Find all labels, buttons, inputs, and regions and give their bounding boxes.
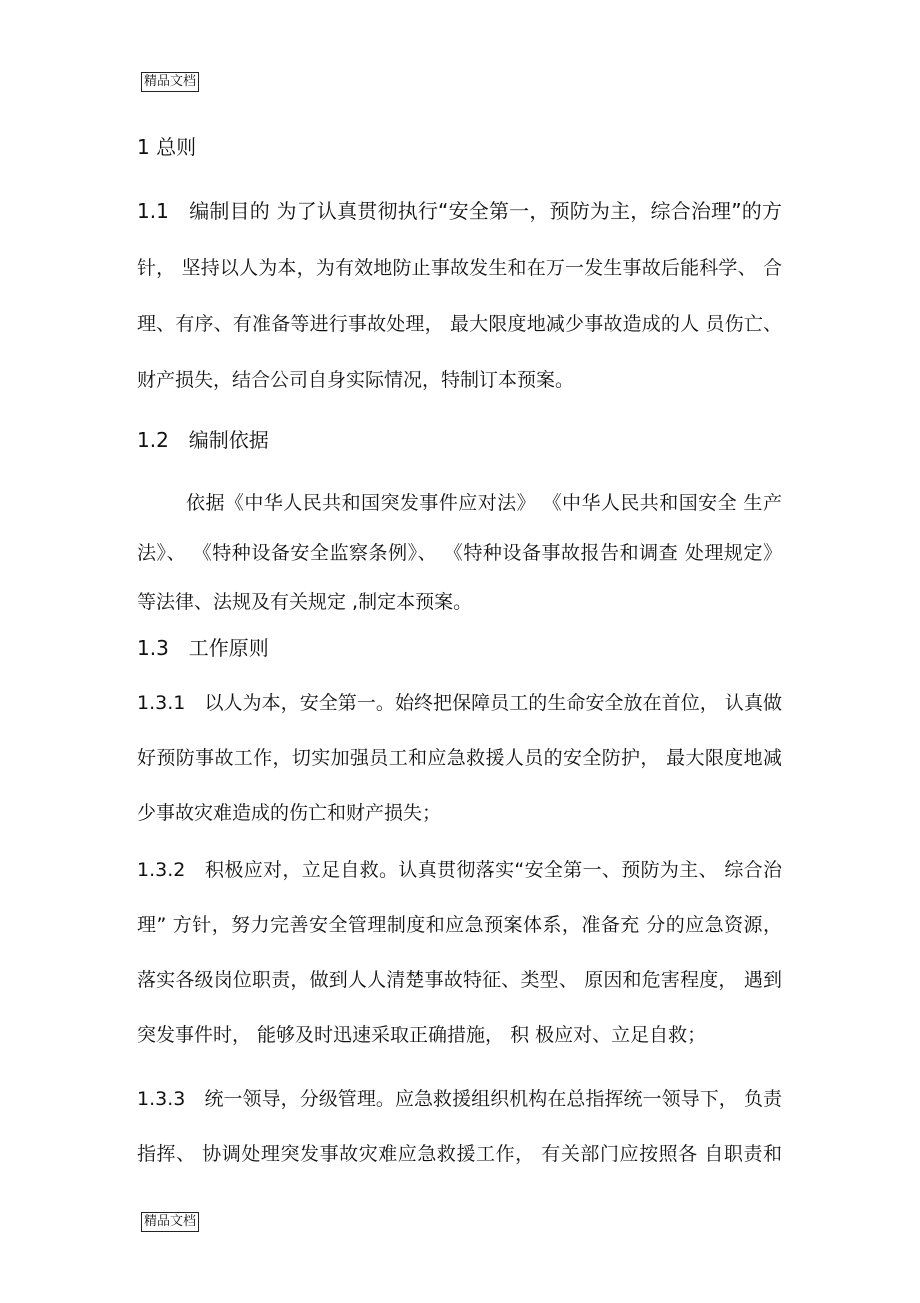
paragraph-line: 法》、 《特种设备安全监察条例》、 《特种设备事故报告和调查 处理规定》	[137, 542, 782, 564]
section-1-heading: 1 总则	[137, 135, 197, 159]
paragraph-line: 少事故灾难造成的伤亡和财产损失；	[137, 802, 442, 824]
paragraph-line: 1.1 编制目的 为了认真贯彻执行“安全第一，预防为主，综合治理”的方	[137, 199, 782, 223]
paragraph-line: 1.3.1 以人为本，安全第一。始终把保障员工的生命安全放在首位， 认真做	[137, 692, 782, 714]
section-1-2-heading: 1.2 编制依据	[137, 428, 269, 452]
paragraph-line: 理、有序、有准备等进行事故处理， 最大限度地减少事故造成的人 员伤亡、	[137, 313, 782, 335]
header-watermark-tag: 精品文档	[141, 72, 199, 92]
paragraph-line: 1.3.3 统一领导，分级管理。应急救援组织机构在总指挥统一领导下， 负责	[137, 1088, 782, 1110]
paragraph-line: 财产损失，结合公司自身实际情况，特制订本预案。	[137, 369, 575, 391]
paragraph-line: 指挥、 协调处理突发事故灾难应急救援工作， 有关部门应按照各 自职责和	[137, 1143, 782, 1165]
paragraph-line: 针， 坚持以人为本，为有效地防止事故发生和在万一发生事故后能科学、 合	[137, 257, 782, 279]
paragraph-line: 突发事件时， 能够及时迅速采取正确措施， 积 极应对、立足自救；	[137, 1024, 707, 1046]
section-1-3-heading: 1.3 工作原则	[137, 636, 269, 660]
paragraph-line: 等法律、法规及有关规定 ,制定本预案。	[137, 591, 473, 613]
paragraph-line: 好预防事故工作，切实加强员工和应急救援人员的安全防护， 最大限度地减	[137, 747, 782, 769]
paragraph-line: 落实各级岗位职责，做到人人清楚事故特征、类型、 原因和危害程度， 遇到	[137, 969, 782, 991]
paragraph-line: 1.3.2 积极应对，立足自救。认真贯彻落实“安全第一、预防为主、 综合治	[137, 859, 782, 881]
paragraph-line: 依据《中华人民共和国突发事件应对法》 《中华人民共和国安全 生产	[186, 492, 782, 514]
footer-watermark-tag: 精品文档	[141, 1212, 199, 1232]
paragraph-line: 理” 方针，努力完善安全管理制度和应急预案体系，准备充 分的应急资源，	[137, 914, 782, 936]
